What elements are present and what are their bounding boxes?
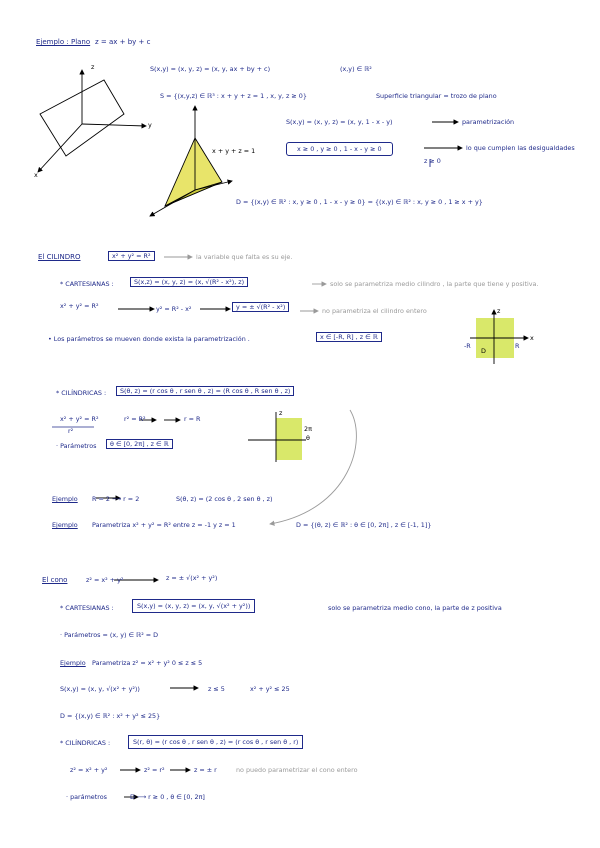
cyl-example2-result: D = {(θ, z) ∈ ℝ² : θ ∈ [0, 2π] , z ∈ [-1, 1]} [296, 521, 432, 529]
cone-params2-label: · parámetros [66, 793, 107, 801]
cyl-cylindrical-label: * CILÍNDRICAS : [56, 389, 107, 397]
cone-cartesian-label: * CARTESIANAS : [60, 604, 114, 612]
cyl-example1: R = 2 ⟶ r = 2 [92, 495, 140, 503]
cyl-l1c: r = R [184, 415, 201, 423]
triangle-label: x + y + z = 1 [212, 147, 256, 155]
rect-theta-label: θ [306, 434, 310, 442]
cone-D: D = {(x,y) ∈ ℝ² : x² + y² ≤ 25} [60, 712, 161, 720]
cartesian-label: * CARTESIANAS : [60, 280, 114, 288]
rect-domain [248, 409, 306, 462]
plane-equation: z = ax + by + c [95, 38, 151, 46]
params-bullet: • Los parámetros se mueven donde exista la parametrización . [48, 335, 250, 343]
cyl-eq-line-b: y² = R² - x² [156, 305, 192, 313]
cone-cylindrical-label: * CILÍNDRICAS : [60, 739, 111, 747]
cone-equation: z² = x² + y² [86, 576, 124, 584]
inequality-note: lo que cumplen las desigualdades [466, 144, 575, 152]
param-note: parametrización [462, 118, 515, 126]
cone-params: · Parámetros = (x, y) ∈ ℝ² = D [60, 631, 159, 639]
square-r: R [515, 342, 520, 350]
triangle-set: S = {(x,y,z) ∈ ℝ³ : x + y + z = 1 , x, y, z ≥ 0} [160, 92, 307, 100]
cylinder-eq-note: la variable que falta es su eje. [196, 253, 293, 261]
rect-z-label: z [279, 409, 283, 417]
square-neg-r: -R [464, 342, 471, 350]
square-x-label: x [530, 334, 534, 342]
plane-param2: S(x,y) = (x, y, z) = (x, y, 1 - x - y) [286, 118, 393, 126]
inequalities-box: x ≥ 0 , y ≥ 0 , 1 - x - y ≥ 0 [286, 142, 393, 156]
cylinder-equation: x² + y² = R² [108, 251, 155, 261]
plane-param: S(x,y) = (x, y, z) = (x, y, ax + by + c) [150, 65, 271, 73]
cartesian-note: solo se parametriza medio cilindro , la parte que tiene y positiva. [330, 280, 539, 288]
cyl-l1b: r² = R² [124, 415, 146, 423]
plane-D: D = {(x,y) ∈ ℝ² : x, y ≥ 0 , 1 - x - y ≥ 0} = {(x,y) ∈ ℝ² : x, y ≥ 0 , 1 ≥ x + y} [236, 198, 483, 206]
cyl-example2: Parametriza x² + y² = R² entre z = -1 y z = 1 [92, 521, 236, 529]
plane-domain: (x,y) ∈ ℝ² [340, 65, 372, 73]
cone-cyl-l1c: z = ± r [194, 766, 217, 774]
cone-cyl-note: no puedo parametrizar el cono entero [236, 766, 358, 774]
cone-cylindrical-box: S(r, θ) = (r cos θ , r sen θ , z) = (r cos θ , r sen θ , r) [128, 735, 303, 749]
rect-2pi-label: 2π [304, 425, 312, 433]
cyl-params-label: · Parámetros [56, 442, 97, 450]
cone-params2: D ⟶ r ≥ 0 , θ ∈ [0, 2π] [130, 793, 205, 801]
axis-x-label: x [34, 171, 38, 179]
cone-cartesian-box: S(x,y) = (x, y, z) = (x, y, √(x² + y²)) [132, 599, 255, 613]
cylinder-title: El CILINDRO [38, 253, 81, 261]
inequality-sub: z ≥ 0 [424, 157, 441, 165]
cone-cyl-l1b: z² = r² [144, 766, 165, 774]
cyl-eq-line: x² + y² = R² [60, 302, 99, 310]
cyl-example2-label: Ejemplo [52, 521, 78, 529]
cyl-example1-label: Ejemplo [52, 495, 78, 503]
cyl-params-box: θ ∈ [0, 2π] , z ∈ ℝ [106, 439, 173, 449]
square-z-label: z [497, 307, 501, 315]
cyl-example1b: S(θ, z) = (2 cos θ , 2 sen θ , z) [176, 495, 273, 503]
square-domain [470, 307, 528, 364]
surface-note: Superficie triangular = trozo de plano [376, 92, 497, 100]
cone-title: El cono [42, 576, 68, 584]
cartesian-box: S(x,z) = (x, y, z) = (x, √(R² - x²), z) [130, 277, 248, 287]
params-box: x ∈ [-R, R] , z ∈ ℝ [316, 332, 382, 342]
plane-title: Ejemplo : Plano [36, 38, 91, 46]
cyl-eq-line-c: y = ± √(R² - x²) [232, 302, 289, 312]
cone-example: Parametriza z² = x² + y² 0 ≤ z ≤ 5 [92, 659, 203, 667]
cyl-eq-note: no parametriza el cilindro entero [322, 307, 427, 315]
square-d-label: D [481, 347, 486, 355]
cone-example-cond: z ≤ 5 [208, 685, 225, 693]
cyl-l1-sub: r² [68, 427, 74, 435]
cone-example-line: S(x,y) = (x, y, √(x² + y²)) [60, 685, 140, 693]
cone-example-label: Ejemplo [60, 659, 86, 667]
cone-cartesian-note: solo se parametriza medio cono, la parte de z positiva [328, 604, 502, 612]
axis-y-label: y [148, 121, 152, 129]
cyl-l1: x² + y² = R² [60, 415, 99, 423]
cone-example-cond2: x² + y² ≤ 25 [250, 685, 290, 693]
cyl-cylindrical-box: S(θ, z) = (r cos θ , r sen θ , z) = (R cos θ , R sen θ , z) [116, 386, 294, 396]
axis-z-label: z [91, 63, 95, 71]
cone-equation2: z = ± √(x² + y²) [166, 574, 218, 582]
plane-sketch [38, 70, 146, 172]
cone-cyl-l1: z² = x² + y² [70, 766, 108, 774]
